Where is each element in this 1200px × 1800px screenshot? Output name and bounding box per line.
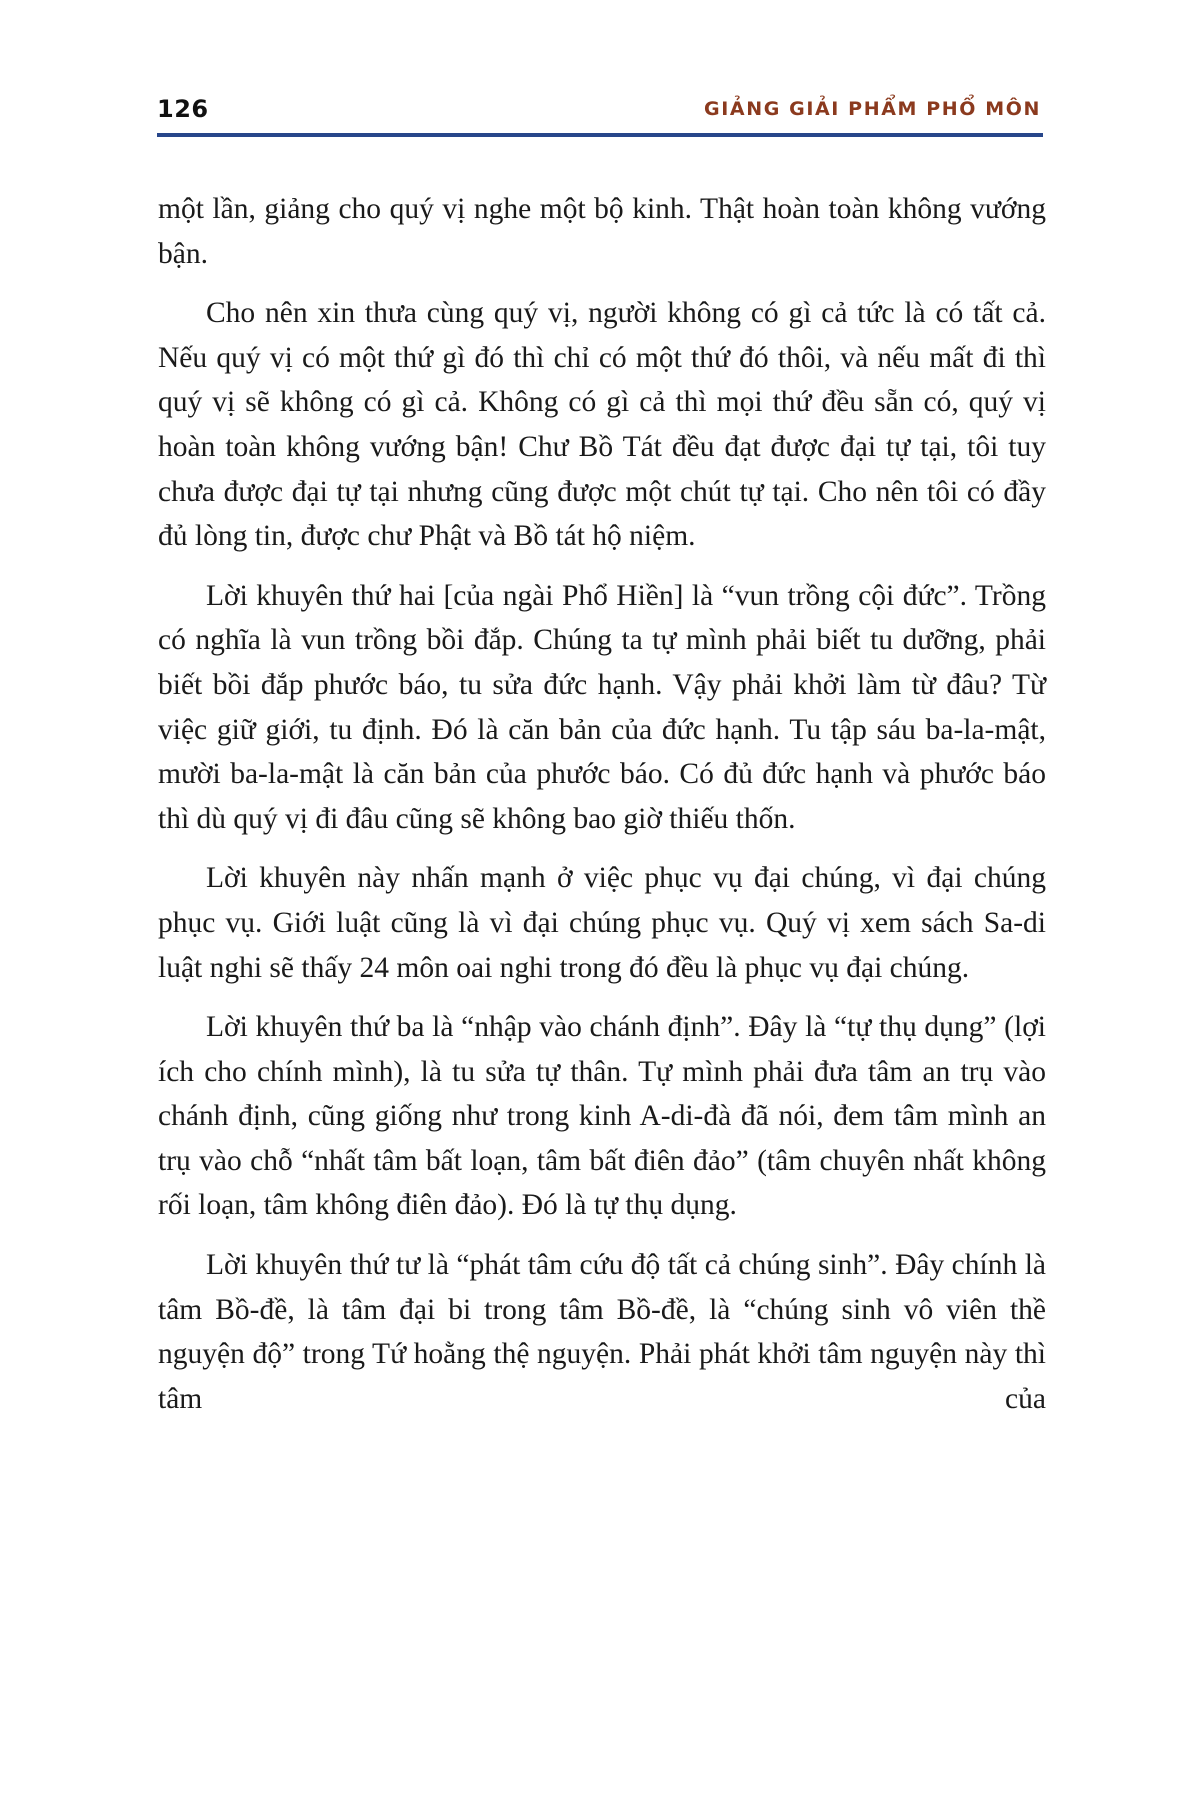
paragraph-4: Lời khuyên này nhấn mạnh ở việc phục vụ đại chúng, vì đại chúng phục vụ. Giới luật cũng là vì đại chúng phục vụ. Quý vị xem sách Sa-di luật nghi sẽ thấy 24 môn oai nghi trong đó đều là phục vụ đại chúng. [158,862,1046,984]
book-title: GIẢNG GIẢI PHẨM PHỔ MÔN [704,98,1041,120]
paragraph-6: Lời khuyên thứ tư là “phát tâm cứu độ tất cả chúng sinh”. Đây chính là tâm Bồ-đề, là tâm đại bi trong tâm Bồ-đề, là “chúng sinh vô viên thề nguyện độ” trong Tứ hoằng thệ nguyện. Phải phát khởi tâm nguyện này thì tâm của [158,1249,1046,1415]
paragraph-2: Cho nên xin thưa cùng quý vị, người không có gì cả tức là có tất cả. Nếu quý vị có một thứ gì đó thì chỉ có một thứ đó thôi, và nếu mất đi thì quý vị sẽ không có gì cả. Không có gì cả thì mọi thứ đều sẵn có, quý vị hoàn toàn không vướng bận! Chư Bồ Tát đều đạt được đại tự tại, tôi tuy chưa được đại tự tại nhưng cũng được một chút tự tại. Cho nên tôi có đầy đủ lòng tin, được chư Phật và Bồ tát hộ niệm. [158,297,1046,553]
body-text [158,187,1046,1436]
paragraph-1: một lần, giảng cho quý vị nghe một bộ kinh. Thật hoàn toàn không vướng bận. [158,193,1046,270]
page-number: 126 [157,95,209,123]
running-header [157,94,1043,124]
paragraph-5: Lời khuyên thứ ba là “nhập vào chánh định”. Đây là “tự thụ dụng” (lợi ích cho chính mình), là tu sửa tự thân. Tự mình phải đưa tâm an trụ vào chánh định, cũng giống như trong kinh A-di-đà đã nói, đem tâm mình an trụ vào chỗ “nhất tâm bất loạn, tâm bất điên đảo” (tâm chuyên nhất không rối loạn, tâm không điên đảo). Đó là tự thụ dụng. [158,1011,1046,1222]
header-divider [157,133,1043,137]
paragraph-3: Lời khuyên thứ hai [của ngài Phổ Hiền] là “vun trồng cội đức”. Trồng có nghĩa là vun trồng bồi đắp. Chúng ta tự mình phải biết tu dưỡng, phải biết bồi đắp phước báo, tu sửa đức hạnh. Vậy phải khởi làm từ đâu? Từ việc giữ giới, tu định. Đó là căn bản của đức hạnh. Tu tập sáu ba-la-mật, mười ba-la-mật là căn bản của phước báo. Có đủ đức hạnh và phước báo thì dù quý vị đi đâu cũng sẽ không bao giờ thiếu thốn. [158,579,1046,835]
